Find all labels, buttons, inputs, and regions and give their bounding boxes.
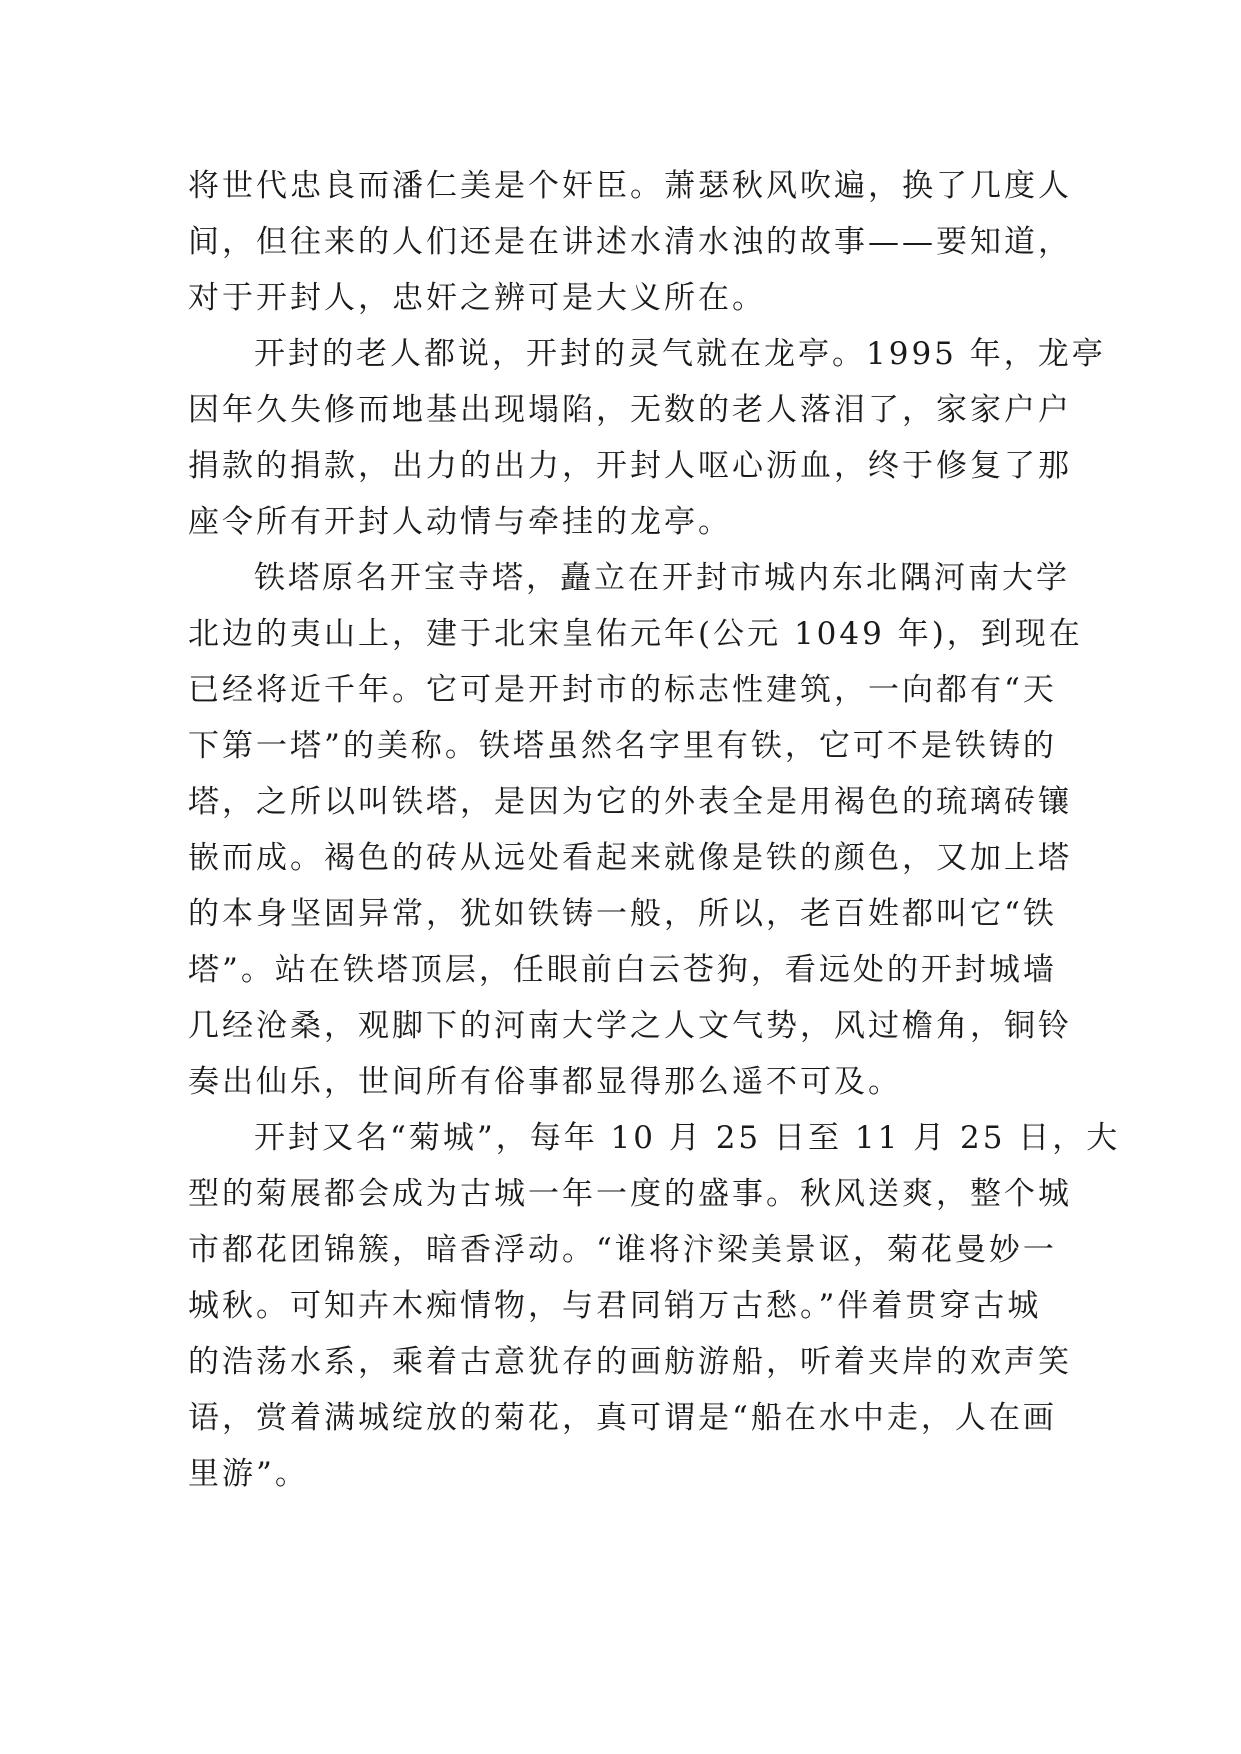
text-line: 几经沧桑，观脚下的河南大学之人文气势，风过檐角，铜铃 <box>188 1008 1072 1044</box>
text-line: 嵌而成。褐色的砖从远处看起来就像是铁的颜色，又加上塔 <box>188 840 1072 876</box>
body-text <box>188 158 1121 1502</box>
text-line: 间，但往来的人们还是在讲述水清水浊的故事——要知道， <box>188 224 1072 260</box>
text-line: 将世代忠良而潘仁美是个奸臣。萧瑟秋风吹遍，换了几度人 <box>188 168 1072 204</box>
text-line: 的本身坚固异常，犹如铁铸一般，所以，老百姓都叫它“铁 <box>188 896 1057 932</box>
text-line: 里游”。 <box>188 1456 309 1492</box>
text-line: 北边的夷山上，建于北宋皇佑元年(公元 1049 年)，到现在 <box>188 616 1083 652</box>
text-line: 语，赏着满城绽放的菊花，真可谓是“船在水中走，人在画 <box>188 1400 1057 1436</box>
text-line: 对于开封人，忠奸之辨可是大义所在。 <box>188 280 766 316</box>
text-line: 塔”。站在铁塔顶层，任眼前白云苍狗，看远处的开封城墙 <box>188 952 1057 988</box>
text-line: 已经将近千年。它可是开封市的标志性建筑，一向都有“天 <box>188 672 1057 708</box>
text-line: 市都花团锦簇，暗香浮动。“谁将汴梁美景讴，菊花曼妙一 <box>188 1232 1057 1268</box>
paragraph-first-line: 铁塔原名开宝寺塔，矗立在开封市城内东北隅河南大学 <box>254 560 1070 596</box>
paragraph-first-line: 开封又名“菊城”，每年 10 月 25 日至 11 月 25 日，大 <box>254 1120 1121 1156</box>
paragraph-first-line: 开封的老人都说，开封的灵气就在龙亭。1995 年，龙亭 <box>254 336 1106 372</box>
text-line: 因年久失修而地基出现塌陷，无数的老人落泪了，家家户户 <box>188 392 1072 428</box>
text-line: 座令所有开封人动情与牵挂的龙亭。 <box>188 504 732 540</box>
text-line: 捐款的捐款，出力的出力，开封人呕心沥血，终于修复了那 <box>188 448 1072 484</box>
text-line: 塔，之所以叫铁塔，是因为它的外表全是用褐色的琉璃砖镶 <box>188 784 1072 820</box>
text-line: 的浩荡水系，乘着古意犹存的画舫游船，听着夹岸的欢声笑 <box>188 1344 1072 1380</box>
text-line: 下第一塔”的美称。铁塔虽然名字里有铁，它可不是铁铸的 <box>188 728 1057 764</box>
text-line: 城秋。可知卉木痴情物，与君同销万古愁。”伴着贯穿古城 <box>188 1288 1042 1324</box>
text-line: 型的菊展都会成为古城一年一度的盛事。秋风送爽，整个城 <box>188 1176 1072 1212</box>
text-line: 奏出仙乐，世间所有俗事都显得那么遥不可及。 <box>188 1064 902 1100</box>
